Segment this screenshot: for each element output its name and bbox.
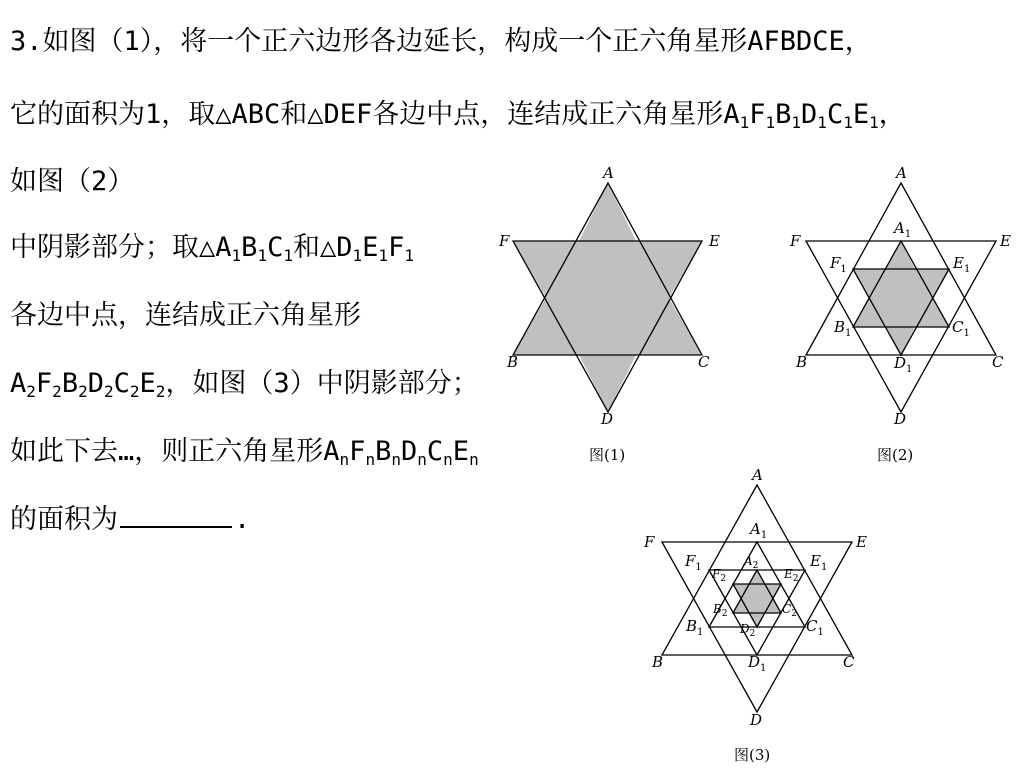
seq-letter: D [400, 436, 418, 467]
fig2-label-e: E [1000, 232, 1011, 250]
seq-subscript: 1 [378, 246, 389, 265]
fig1-label-f: F [499, 232, 510, 250]
seq-letter: B [375, 436, 392, 467]
problem-text: ， [878, 99, 906, 130]
problem-text: 它的面积为1，取△ABC和△DEF各边中点，连结成正六角星形 [10, 99, 724, 130]
seq-subscript: n [391, 450, 401, 469]
problem-text: 中阴影部分；取△ [10, 232, 216, 263]
seq-subscript: 2 [129, 382, 140, 401]
seq-subscript: n [417, 450, 427, 469]
fig3-label-e1: $E_1$ [810, 552, 828, 573]
problem-text: ，如图（3）中阴影部分； [165, 368, 479, 399]
seq-subscript: n [469, 450, 479, 469]
fig3-label-c1: $C_1$ [806, 617, 824, 638]
answer-blank[interactable] [120, 504, 232, 528]
fig1-shaded-hexagram [513, 183, 702, 412]
seq-subscript: 1 [257, 246, 268, 265]
fig3-label-a: A [752, 466, 763, 484]
problem-line-6 [10, 366, 479, 402]
fig3-label-b2: $B_2$ [713, 602, 728, 619]
fig1-label-b: B [507, 353, 519, 371]
seq-subscript: 2 [52, 382, 62, 401]
fig3-label-d2: $D_2$ [740, 622, 756, 639]
fig2-label-f1: $F_1$ [830, 254, 847, 275]
seq-letter: D [801, 99, 818, 130]
hexagram-name-1 [723, 99, 878, 130]
fig2-label-b1: $B_1$ [834, 318, 852, 339]
problem-line-7 [10, 434, 479, 470]
problem-line-5 [10, 298, 361, 334]
fig3-shaded-hexagram [733, 570, 781, 627]
problem-line-4 [10, 230, 414, 266]
seq-subscript: 1 [791, 113, 802, 132]
seq-subscript: n [443, 450, 453, 469]
fig2-label-d1: $D_1$ [894, 354, 913, 375]
seq-subscript: 2 [103, 382, 114, 401]
fig2-label-b: B [796, 353, 808, 371]
problem-line-3 [10, 164, 134, 200]
fig3-label-d: D [750, 711, 763, 729]
seq-letter: C [113, 368, 130, 399]
triangle-name-2 [336, 232, 414, 263]
seq-letter: F [349, 436, 366, 467]
seq-letter: C [826, 99, 844, 130]
hexagram-name-2 [10, 368, 165, 399]
problem-text: 如图（2） [10, 166, 135, 197]
fig3-label-c2: $C_2$ [782, 602, 797, 619]
fig2-label-a: A [896, 164, 907, 182]
seq-letter: A [323, 436, 340, 467]
seq-letter: E [139, 368, 156, 399]
problem-text: . [234, 504, 251, 535]
seq-subscript: 1 [352, 246, 363, 265]
fig1-label-e: E [709, 232, 720, 250]
fig3-label-e2: $E_2$ [784, 567, 799, 584]
fig2-label-a1: $A_1$ [894, 219, 912, 240]
fig2-caption: 图(2) [877, 446, 914, 464]
fig2-label-c1: $C_1$ [952, 318, 970, 339]
problem-text: 如此下去…，则正六角星形 [10, 436, 324, 467]
fig1-label-d: D [601, 410, 614, 428]
fig2-label-d: D [894, 410, 907, 428]
seq-subscript: 2 [78, 382, 88, 401]
seq-letter: D [336, 232, 353, 263]
problem-text: 的面积为 [10, 504, 118, 535]
fig3-label-a2: $A_2$ [744, 554, 759, 571]
seq-subscript: 1 [739, 113, 750, 132]
problem-line-8 [10, 502, 250, 538]
fig2-label-e1: $E_1$ [953, 254, 971, 275]
fig3-label-b1: $B_1$ [686, 617, 704, 638]
seq-letter: F [749, 99, 766, 130]
seq-letter: D [87, 368, 104, 399]
fig2-shaded-hexagram [853, 241, 949, 355]
fig3-label-c: C [843, 653, 855, 671]
seq-subscript: 1 [283, 246, 293, 265]
problem-line-2 [10, 97, 906, 133]
seq-subscript: 1 [765, 113, 776, 132]
figure-1 [495, 160, 735, 465]
seq-letter: F [388, 232, 405, 263]
fig2-label-c: C [992, 353, 1004, 371]
seq-subscript: 1 [817, 113, 827, 132]
seq-subscript: n [339, 450, 350, 469]
fig1-caption: 图(1) [589, 446, 626, 464]
figure-3 [640, 465, 880, 768]
fig3-caption: 图(3) [734, 746, 771, 764]
seq-letter: A [215, 232, 232, 263]
fig3-label-f: F [644, 533, 655, 551]
fig3-label-b: B [652, 653, 664, 671]
seq-letter: A [10, 368, 27, 399]
fig3-label-e: E [856, 533, 867, 551]
fig3-label-d1: $D_1$ [748, 653, 767, 674]
figure-2 [784, 160, 1024, 465]
seq-subscript: 1 [843, 113, 853, 132]
seq-letter: F [35, 368, 53, 399]
fig1-label-c: C [698, 353, 710, 371]
seq-letter: E [362, 232, 379, 263]
fig3-label-f2: $F_2$ [712, 567, 727, 584]
seq-subscript: 1 [404, 246, 414, 265]
fig3-label-a1: $A_1$ [750, 520, 768, 541]
seq-letter: B [61, 368, 79, 399]
problem-text: 3.如图（1），将一个正六边形各边延长，构成一个正六角星形AFBDCE， [10, 26, 872, 57]
problem-text: 和△ [292, 232, 337, 263]
triangle-name-1 [215, 232, 293, 263]
seq-letter: C [426, 436, 444, 467]
problem-text: 各边中点，连结成正六角星形 [10, 300, 361, 331]
seq-letter: E [852, 99, 870, 130]
problem-line-1 [10, 24, 872, 60]
fig2-label-f: F [790, 232, 801, 250]
seq-letter: B [775, 99, 792, 130]
seq-letter: E [452, 436, 470, 467]
seq-subscript: 1 [231, 246, 242, 265]
seq-subscript: 1 [869, 113, 879, 132]
seq-subscript: 2 [155, 382, 166, 401]
fig3-label-f1: $F_1$ [685, 552, 702, 573]
hexagram-name-n [323, 436, 478, 467]
seq-letter: B [241, 232, 258, 263]
seq-subscript: 2 [26, 382, 36, 401]
seq-subscript: n [365, 450, 376, 469]
fig1-label-a: A [603, 164, 614, 182]
seq-letter: A [723, 99, 740, 130]
seq-letter: C [267, 232, 284, 263]
